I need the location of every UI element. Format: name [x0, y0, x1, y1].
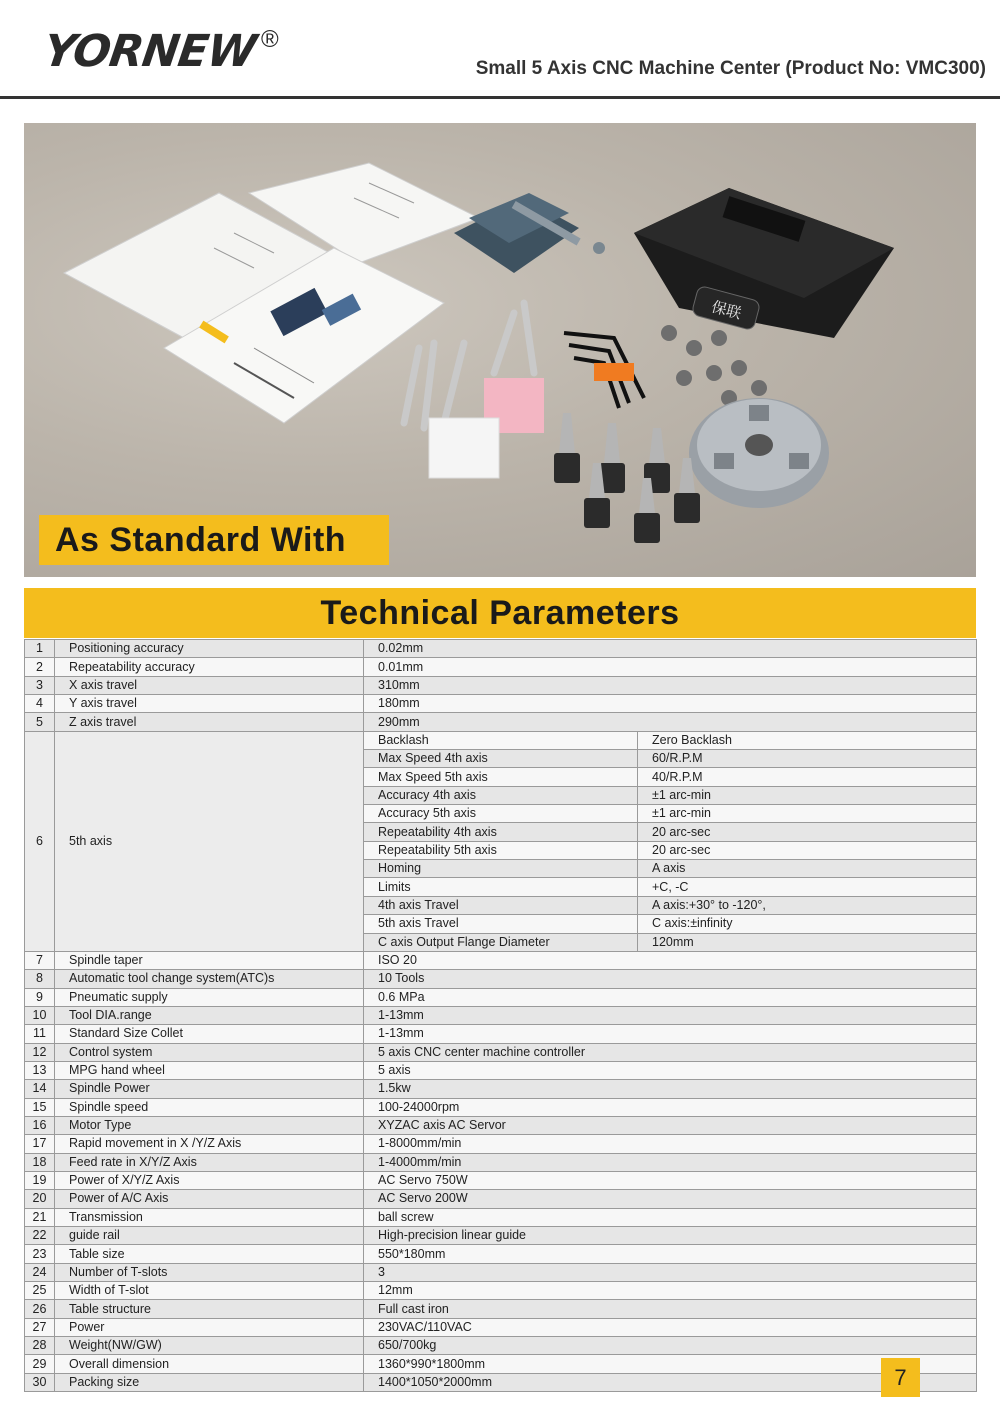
- param-value: 1-13mm: [364, 1006, 977, 1024]
- table-row: [25, 1061, 977, 1079]
- axis-sub-label: Repeatability 5th axis: [364, 841, 638, 859]
- three-jaw-chuck: [689, 398, 829, 508]
- row-number: 21: [25, 1208, 55, 1226]
- table-row: [25, 1318, 977, 1336]
- param-value: 1-4000mm/min: [364, 1153, 977, 1171]
- param-value: 5 axis: [364, 1061, 977, 1079]
- row-number: 6: [25, 731, 55, 951]
- table-row: [25, 1006, 977, 1024]
- param-value: 3: [364, 1263, 977, 1281]
- row-number: 7: [25, 951, 55, 969]
- axis-sub-value: Zero Backlash: [638, 731, 977, 749]
- param-value: 290mm: [364, 713, 977, 731]
- param-label: Spindle Power: [55, 1080, 364, 1098]
- axis-sub-label: Accuracy 4th axis: [364, 786, 638, 804]
- axis-sub-label: Max Speed 4th axis: [364, 750, 638, 768]
- table-row: [25, 1171, 977, 1189]
- row-number: 8: [25, 970, 55, 988]
- param-label: Automatic tool change system(ATC)s: [55, 970, 364, 988]
- row-number: 5: [25, 713, 55, 731]
- row-number: 27: [25, 1318, 55, 1336]
- tool-holders: [554, 413, 700, 543]
- table-row: [25, 1043, 977, 1061]
- table-row: [25, 1080, 977, 1098]
- toolbox-label: 保联: [709, 297, 744, 323]
- table-row: [25, 1282, 977, 1300]
- param-value: 5 axis CNC center machine controller: [364, 1043, 977, 1061]
- param-label: 5th axis: [55, 731, 364, 951]
- param-value: XYZAC axis AC Servor: [364, 1116, 977, 1134]
- table-row: [25, 970, 977, 988]
- row-number: 22: [25, 1227, 55, 1245]
- row-number: 3: [25, 676, 55, 694]
- axis-sub-value: +C, -C: [638, 878, 977, 896]
- table-row: [25, 731, 977, 749]
- param-value: 0.02mm: [364, 640, 977, 658]
- param-label: Table structure: [55, 1300, 364, 1318]
- standard-with-banner: [39, 515, 389, 565]
- parameters-table: [24, 639, 977, 1392]
- row-number: 20: [25, 1190, 55, 1208]
- axis-sub-value: 60/R.P.M: [638, 750, 977, 768]
- parameters-table-body: [25, 640, 977, 1392]
- hex-key-set: [564, 333, 644, 408]
- axis-sub-value: A axis:+30° to -120°,: [638, 896, 977, 914]
- row-number: 30: [25, 1373, 55, 1391]
- axis-sub-label: Backlash: [364, 731, 638, 749]
- table-row: [25, 1300, 977, 1318]
- table-row: [25, 1373, 977, 1391]
- toolbox: [634, 188, 894, 338]
- row-number: 1: [25, 640, 55, 658]
- param-label: Power of A/C Axis: [55, 1190, 364, 1208]
- page-number: 7: [881, 1358, 920, 1397]
- table-row: [25, 1025, 977, 1043]
- param-value: 650/700kg: [364, 1337, 977, 1355]
- table-row: [25, 1355, 977, 1373]
- table-row: [25, 988, 977, 1006]
- table-row: [25, 1190, 977, 1208]
- table-row: [25, 640, 977, 658]
- brand-logo: [40, 26, 279, 77]
- param-label: Width of T-slot: [55, 1282, 364, 1300]
- axis-sub-label: C axis Output Flange Diameter: [364, 933, 638, 951]
- accessories-illustration: [24, 123, 976, 577]
- param-label: Repeatability accuracy: [55, 658, 364, 676]
- table-row: [25, 1135, 977, 1153]
- param-value: 100-24000rpm: [364, 1098, 977, 1116]
- table-row: [25, 1263, 977, 1281]
- tech-params-heading: [24, 588, 976, 638]
- table-row: [25, 658, 977, 676]
- table-row: [25, 951, 977, 969]
- param-value: 180mm: [364, 695, 977, 713]
- param-value: 310mm: [364, 676, 977, 694]
- param-label: Spindle speed: [55, 1098, 364, 1116]
- axis-sub-value: A axis: [638, 860, 977, 878]
- axis-sub-label: Max Speed 5th axis: [364, 768, 638, 786]
- param-value: 0.01mm: [364, 658, 977, 676]
- table-row: [25, 1208, 977, 1226]
- row-number: 10: [25, 1006, 55, 1024]
- table-row: [25, 1245, 977, 1263]
- param-value: AC Servo 750W: [364, 1171, 977, 1189]
- param-value: High-precision linear guide: [364, 1227, 977, 1245]
- param-label: Positioning accuracy: [55, 640, 364, 658]
- param-value: 1-13mm: [364, 1025, 977, 1043]
- param-value: 1-8000mm/min: [364, 1135, 977, 1153]
- row-number: 29: [25, 1355, 55, 1373]
- row-number: 24: [25, 1263, 55, 1281]
- axis-sub-value: ±1 arc-min: [638, 786, 977, 804]
- row-number: 9: [25, 988, 55, 1006]
- row-number: 18: [25, 1153, 55, 1171]
- param-label: Control system: [55, 1043, 364, 1061]
- row-number: 12: [25, 1043, 55, 1061]
- param-value: 10 Tools: [364, 970, 977, 988]
- row-number: 23: [25, 1245, 55, 1263]
- param-label: Tool DIA.range: [55, 1006, 364, 1024]
- axis-sub-value: 20 arc-sec: [638, 823, 977, 841]
- row-number: 28: [25, 1337, 55, 1355]
- param-value: 1360*990*1800mm: [364, 1355, 977, 1373]
- table-row: [25, 1153, 977, 1171]
- param-value: 12mm: [364, 1282, 977, 1300]
- param-label: Transmission: [55, 1208, 364, 1226]
- axis-sub-label: Homing: [364, 860, 638, 878]
- axis-sub-label: Limits: [364, 878, 638, 896]
- param-label: Power of X/Y/Z Axis: [55, 1171, 364, 1189]
- axis-sub-label: 5th axis Travel: [364, 915, 638, 933]
- param-label: Feed rate in X/Y/Z Axis: [55, 1153, 364, 1171]
- param-label: Overall dimension: [55, 1355, 364, 1373]
- param-label: Z axis travel: [55, 713, 364, 731]
- axis-sub-value: C axis:±infinity: [638, 915, 977, 933]
- axis-sub-value: 20 arc-sec: [638, 841, 977, 859]
- param-label: Rapid movement in X /Y/Z Axis: [55, 1135, 364, 1153]
- param-label: Table size: [55, 1245, 364, 1263]
- page-title: Small 5 Axis CNC Machine Center (Product No: VMC300): [475, 58, 986, 79]
- param-label: MPG hand wheel: [55, 1061, 364, 1079]
- axis-sub-value: 40/R.P.M: [638, 768, 977, 786]
- param-value: 0.6 MPa: [364, 988, 977, 1006]
- axis-sub-value: 120mm: [638, 933, 977, 951]
- tech-params-title: Technical Parameters: [320, 593, 680, 632]
- row-number: 2: [25, 658, 55, 676]
- collet-set: [661, 325, 767, 406]
- param-value: ISO 20: [364, 951, 977, 969]
- registered-mark: ®: [261, 26, 279, 53]
- param-value: 1400*1050*2000mm: [364, 1373, 977, 1391]
- param-value: Full cast iron: [364, 1300, 977, 1318]
- param-value: ball screw: [364, 1208, 977, 1226]
- table-row: [25, 1116, 977, 1134]
- table-row: [25, 1098, 977, 1116]
- table-row: [25, 1227, 977, 1245]
- table-row: [25, 713, 977, 731]
- row-number: 25: [25, 1282, 55, 1300]
- param-value: 230VAC/110VAC: [364, 1318, 977, 1336]
- param-value: 550*180mm: [364, 1245, 977, 1263]
- param-label: X axis travel: [55, 676, 364, 694]
- standard-with-label: As Standard With: [55, 520, 347, 559]
- param-label: Power: [55, 1318, 364, 1336]
- header-divider: [0, 96, 1000, 99]
- brand-wordmark: YORNEW: [40, 26, 259, 77]
- machine-vise: [454, 193, 605, 273]
- param-value: 1.5kw: [364, 1080, 977, 1098]
- param-label: Spindle taper: [55, 951, 364, 969]
- row-number: 26: [25, 1300, 55, 1318]
- axis-sub-label: 4th axis Travel: [364, 896, 638, 914]
- row-number: 19: [25, 1171, 55, 1189]
- param-label: Pneumatic supply: [55, 988, 364, 1006]
- param-value: AC Servo 200W: [364, 1190, 977, 1208]
- param-label: Y axis travel: [55, 695, 364, 713]
- row-number: 13: [25, 1061, 55, 1079]
- table-row: [25, 1337, 977, 1355]
- row-number: 15: [25, 1098, 55, 1116]
- param-label: guide rail: [55, 1227, 364, 1245]
- row-number: 14: [25, 1080, 55, 1098]
- axis-sub-label: Repeatability 4th axis: [364, 823, 638, 841]
- param-label: Standard Size Collet: [55, 1025, 364, 1043]
- param-label: Packing size: [55, 1373, 364, 1391]
- table-row: [25, 695, 977, 713]
- param-label: Number of T-slots: [55, 1263, 364, 1281]
- row-number: 11: [25, 1025, 55, 1043]
- row-number: 17: [25, 1135, 55, 1153]
- row-number: 16: [25, 1116, 55, 1134]
- axis-sub-value: ±1 arc-min: [638, 805, 977, 823]
- param-label: Motor Type: [55, 1116, 364, 1134]
- accessories-photo: [24, 123, 976, 577]
- axis-sub-label: Accuracy 5th axis: [364, 805, 638, 823]
- param-label: Weight(NW/GW): [55, 1337, 364, 1355]
- white-foam-block: [429, 418, 499, 478]
- row-number: 4: [25, 695, 55, 713]
- table-row: [25, 676, 977, 694]
